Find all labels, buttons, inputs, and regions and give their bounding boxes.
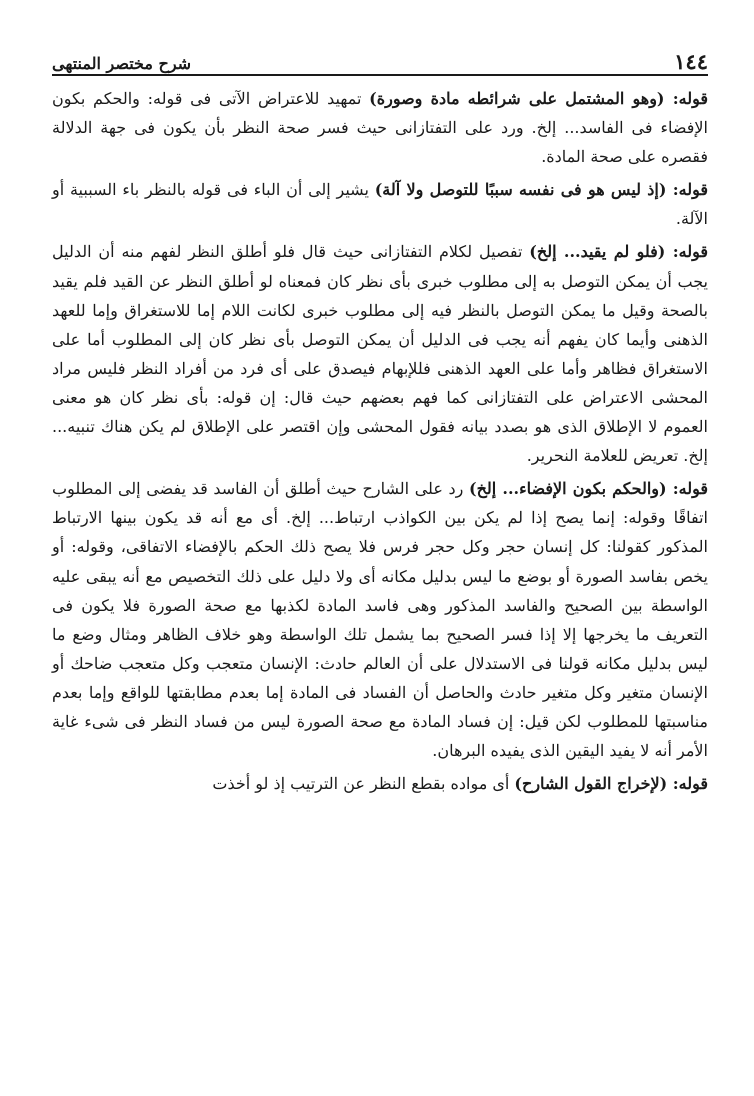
commentary-paragraph: [52, 175, 708, 233]
commentary-paragraph: [52, 237, 708, 470]
book-page: [52, 42, 708, 798]
quoted-lemma: قوله: (وهو المشتمل على شرائطه مادة وصورة): [369, 89, 708, 108]
paragraph-text: تفصيل لكلام التفتازانى حيث قال فلو أطلق النظر لفهم منه أن الدليل يجب أن يمكن التوصل به إلى مطلوب خبرى بأى نظر كان فمعناه لو أطلق النظر عن القيد فلم يقيد بالصحة وقيل ما يمكن التوصل بالنظر فيه إلى مطلوب خبرى لكانت اللام إما للاستغراق وإما للعهد الذهنى وأيما كان يفهم أنه يجب فى الدليل أن يمكن التوصل بأى نظر كان إلى المطلوب أما على الاستغراق فظاهر وأما على العهد الذهنى فللإبهام فيصدق على أى فرد من أفراد النظر فليس مراد المحشى الاعتراض على التفتازانى كما فهم بعضهم حيث قال: إن قوله: بأى نظر كان هو معنى العموم لا الإطلاق الذى هو بصدد بيانه فقول المحشى وإن اقتصر على الإطلاق لم يكن هناك تنبيه... إلخ. تعريض للعلامة النحرير.: [52, 242, 709, 466]
running-header: [52, 42, 708, 76]
page-number: ١٤٤: [674, 49, 708, 74]
quoted-lemma: قوله: (فلو لم يقيد... إلخ): [529, 242, 708, 262]
paragraph-text: أى مواده بقطع النظر عن الترتيب إذ لو أخذت: [212, 774, 515, 794]
paragraph-text: يشير إلى أن الباء فى قوله بالنظر باء السببية أو الآلة.: [52, 180, 708, 229]
commentary-body: [52, 84, 708, 798]
quoted-lemma: قوله: (والحكم بكون الإفضاء... إلخ): [469, 479, 708, 499]
paragraph-text: رد على الشارح حيث أطلق أن الفاسد قد يفضى إلى المطلوب اتفاقًا وقوله: إنما يصح إذا لم يكن بين الكواذب ارتباط... إلخ. أى مع أنه قد يكون بينها الارتباط المذكور كقولنا: كل إنسان حجر وكل حجر فرس فلا يصح ذلك الحكم بالإفضاء الاتفاقى، وقوله: أو يخص بفاسد الصورة أو بوضع ما ليس بدليل مكانه أى ولا دليل على ذلك التخصيص مع أنه يبقى عليه الواسطة بين الصحيح والفاسد المذكور وهى فاسد المادة لكذبها مع صحة الصورة فلا يكون فى التعريف ما يخرجها إلا إذا فسر الصحيح بما يشمل تلك الواسطة وهو خلاف الظاهر ومثال وضع ما ليس بدليل مكانه قولنا فى الاستدلال على أن العالم حادث: الإنسان متعجب وكل متعجب ضاحك أو الإنسان متغير وكل متغير حادث والحاصل أن الفساد فى المادة إما بعدم مطابقتها للواقع وإما بعدم مناسبتها للمطلوب لكن قيل: إن فساد المادة مع صحة الصورة ليس من فساد النظر فى شىء غاية الأمر أنه لا يفيد اليقين الذى يفيده البرهان.: [52, 479, 709, 761]
running-title: شرح مختصر المنتهى: [52, 54, 192, 73]
commentary-paragraph: [52, 84, 708, 171]
quoted-lemma: قوله: (إذ ليس هو فى نفسه سببًا للتوصل ولا آلة): [374, 180, 708, 200]
commentary-paragraph: [52, 474, 708, 765]
commentary-paragraph: [52, 769, 708, 798]
quoted-lemma: قوله: (لإخراج القول الشارح): [514, 774, 708, 794]
paragraph-text: تمهيد للاعتراض الآتى فى قوله: والحكم بكون الإفضاء فى الفاسد... إلخ. ورد على التفتازانى حيث فسر صحة النظر بأن يكون فى جهة الدلالة فقصره على صحة المادة.: [52, 89, 708, 167]
